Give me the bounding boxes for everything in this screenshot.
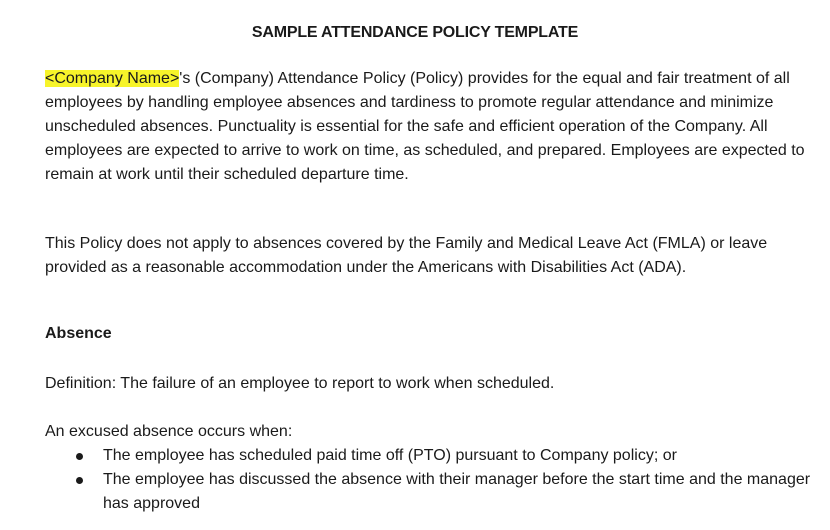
- section-heading-absence: Absence: [45, 325, 112, 342]
- list-item: [45, 468, 815, 516]
- absence-definition: Definition: The failure of an employee to report to work when scheduled.: [45, 375, 555, 392]
- bullet-icon: [76, 477, 83, 484]
- intro-paragraph: [45, 67, 815, 187]
- intro-text: 's (Company) Attendance Policy (Policy) provides for the equal and fair treatment of all employees by handling employee absences and tardiness to promote regular attendance and minimize unscheduled absences. Punctuality is essential for the safe and efficient operation of the Company. All employees are expected to arrive to work on time, as scheduled, and prepared. Employees are expected to remain at work until their scheduled departure time.: [45, 70, 805, 183]
- excused-absence-list: [45, 444, 815, 516]
- list-item-text: The employee has discussed the absence with their manager before the start time and the manager has approved: [103, 471, 811, 512]
- bullet-icon: [76, 453, 83, 460]
- document-title: SAMPLE ATTENDANCE POLICY TEMPLATE: [251, 24, 579, 41]
- excused-absence-intro: An excused absence occurs when:: [45, 423, 293, 440]
- company-name-placeholder: <Company Name>: [45, 70, 180, 87]
- list-item: [45, 444, 815, 468]
- exclusion-paragraph: This Policy does not apply to absences covered by the Family and Medical Leave Act (FMLA) or leave provided as a reasonable accommodation under the Americans with Disabilities Act (ADA).: [45, 235, 768, 276]
- list-item-text: The employee has scheduled paid time off (PTO) pursuant to Company policy; or: [103, 447, 677, 464]
